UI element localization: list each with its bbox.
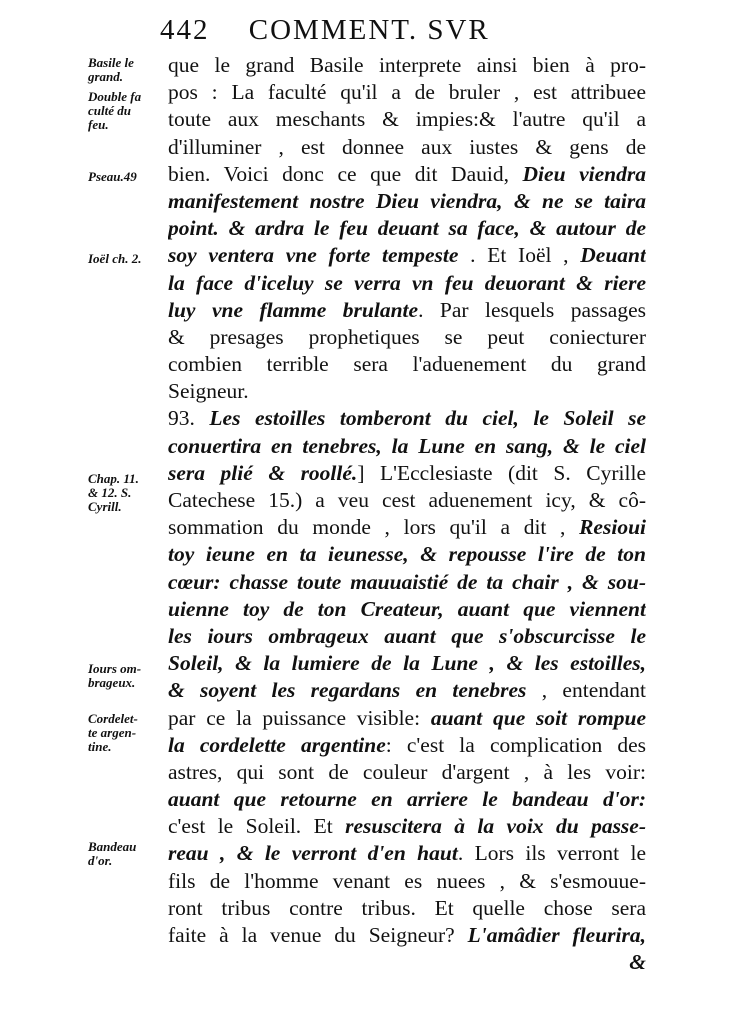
margin-note-line: Iours om- xyxy=(88,661,142,676)
text-line xyxy=(168,324,646,351)
italic-segment: point. & ardra le feu deuant sa face, & autour de xyxy=(168,216,646,241)
margin-note-line: feu. xyxy=(88,117,109,132)
text-segment: par ce la puissance visible: xyxy=(168,705,431,730)
text-segment: : c'est la complication des xyxy=(385,732,646,757)
margin-note-line: Pseau.49 xyxy=(88,169,137,184)
text-line xyxy=(168,541,646,568)
text-segment: c'est le Soleil. Et xyxy=(168,814,346,839)
text-line xyxy=(168,840,646,867)
margin-note-line: Basile le xyxy=(88,55,134,70)
text-line xyxy=(168,949,646,976)
margin-note-line: Ioël ch. 2. xyxy=(88,251,142,266)
text-line xyxy=(168,868,646,895)
margin-note-line: Chap. 11. xyxy=(88,471,139,486)
italic-segment: sera plié & roollé. xyxy=(168,460,358,485)
margin-note-line: Cordelet- xyxy=(88,711,138,726)
text-segment: & presages prophetiques se peut coniecturer xyxy=(168,324,646,349)
italic-segment: luy vne flamme brulante xyxy=(168,297,419,322)
page-header xyxy=(160,14,660,52)
text-line xyxy=(168,759,646,786)
italic-segment: les iours ombrageux auant que s'obscurcisse le xyxy=(168,623,646,648)
margin-note-line: tine. xyxy=(88,739,112,754)
text-line xyxy=(168,433,646,460)
margin-note xyxy=(88,90,166,132)
text-line xyxy=(168,270,646,297)
text-segment: . Par lesquels passages xyxy=(418,297,646,322)
text-line xyxy=(168,460,646,487)
text-line xyxy=(168,813,646,840)
italic-segment: Dieu viendra xyxy=(522,161,646,186)
italic-segment: la cordelette argentine xyxy=(168,732,386,757)
text-line xyxy=(168,514,646,541)
italic-segment: L'amâdier fleurira, xyxy=(467,923,646,947)
text-segment: , entendant xyxy=(526,678,646,703)
margin-note-line: te argen- xyxy=(88,725,137,740)
italic-segment: reau , & le verront d'en haut xyxy=(168,841,458,866)
text-segment: 93. xyxy=(168,406,210,431)
italic-segment: Soleil, & la lumiere de la Lune , & les estoilles, xyxy=(168,651,646,676)
text-segment: toute aux meschants & impies:& l'autre qu'il a xyxy=(168,107,646,132)
margin-note-line: Cyrill. xyxy=(88,499,122,514)
text-segment: ront tribus contre tribus. Et quelle chose sera xyxy=(168,895,646,920)
body-text xyxy=(168,52,646,976)
text-segment: ] L'Ecclesiaste (dit S. Cyrille xyxy=(357,460,646,485)
text-line xyxy=(168,351,646,378)
running-title: COMMENT. SVR xyxy=(248,14,490,46)
text-segment: bien. Voici donc ce que dit Dauid, xyxy=(168,161,523,186)
italic-segment: resuscitera à la voix du passe- xyxy=(345,814,646,839)
text-line xyxy=(168,106,646,133)
italic-segment: auant que soit rompue xyxy=(430,705,646,730)
text-line xyxy=(168,188,646,215)
italic-segment: manifestement nostre Dieu viendra, & ne se taira xyxy=(168,188,646,213)
italic-segment: & xyxy=(629,950,646,975)
margin-note-line: d'or. xyxy=(88,853,113,868)
text-line xyxy=(168,487,646,514)
text-segment: Seigneur. xyxy=(168,379,249,404)
text-segment: . Et Ioël , xyxy=(458,243,581,268)
text-line xyxy=(168,569,646,596)
margin-note xyxy=(88,472,166,514)
italic-segment: Les estoilles tomberont du ciel, le Soleil se xyxy=(209,406,646,431)
text-segment: pos : La faculté qu'il a de bruler , est attribuee xyxy=(168,80,646,105)
text-segment: Catechese 15.) a veu cest aduenement icy, & cô- xyxy=(168,488,646,512)
text-segment: . Lors ils verront le xyxy=(457,841,646,866)
margin-note-line: Double fa xyxy=(88,89,142,104)
text-line xyxy=(168,786,646,813)
text-segment: fils de l'homme venant es nuees , & s'esmouue- xyxy=(168,868,646,893)
margin-note xyxy=(88,56,166,84)
text-line xyxy=(168,596,646,623)
text-line xyxy=(168,677,646,704)
text-line xyxy=(168,52,646,79)
text-line xyxy=(168,922,646,949)
italic-segment: toy ieune en ta ieunesse, & repousse l'ire de ton xyxy=(168,542,646,567)
italic-segment: la face d'iceluy se verra vn feu deuorant & riere xyxy=(168,270,646,295)
text-line xyxy=(168,650,646,677)
text-line xyxy=(168,79,646,106)
text-line xyxy=(168,623,646,650)
text-line xyxy=(168,242,646,269)
text-line xyxy=(168,215,646,242)
text-line xyxy=(168,161,646,188)
margin-note xyxy=(88,252,166,266)
italic-segment: Deuant xyxy=(580,243,646,268)
italic-segment: auant que retourne en arriere le bandeau d'or: xyxy=(168,787,646,812)
italic-segment: & soyent les regardans en tenebres xyxy=(168,678,527,703)
text-line xyxy=(168,705,646,732)
text-line xyxy=(168,895,646,922)
text-line xyxy=(168,378,646,405)
text-segment: que le grand Basile interprete ainsi bien à pro- xyxy=(168,53,646,77)
italic-segment: conuertira en tenebres, la Lune en sang, & le ciel xyxy=(168,433,646,458)
italic-segment: soy ventera vne forte tempeste xyxy=(168,243,459,268)
text-line xyxy=(168,297,646,324)
margin-note-line: & 12. S. xyxy=(88,485,132,500)
margin-note-line: brageux. xyxy=(88,675,136,690)
margin-note xyxy=(88,840,166,868)
margin-note-line: grand. xyxy=(88,69,124,84)
margin-note-line: Bandeau xyxy=(88,839,137,854)
page-number: 442 xyxy=(160,14,210,46)
italic-segment: Resioui xyxy=(579,515,646,540)
text-segment: astres, qui sont de couleur d'argent , à les voir: xyxy=(168,759,646,784)
margin-note-line: culté du xyxy=(88,103,131,118)
text-line xyxy=(168,732,646,759)
text-line xyxy=(168,405,646,432)
text-segment: faite à la venue du Seigneur? xyxy=(168,923,468,947)
text-line xyxy=(168,134,646,161)
text-segment: d'illuminer , est donnee aux iustes & gens de xyxy=(168,134,646,159)
italic-segment: cœur: chasse toute mauuaistié de ta chair , & sou- xyxy=(168,569,646,594)
italic-segment: uienne toy de ton Createur, auant que viennent xyxy=(168,596,646,621)
margin-note xyxy=(88,170,166,184)
margin-note xyxy=(88,662,166,690)
text-segment: combien terrible sera l'aduenement du grand xyxy=(168,352,646,377)
margin-note xyxy=(88,712,166,754)
text-segment: sommation du monde , lors qu'il a dit , xyxy=(168,515,580,540)
